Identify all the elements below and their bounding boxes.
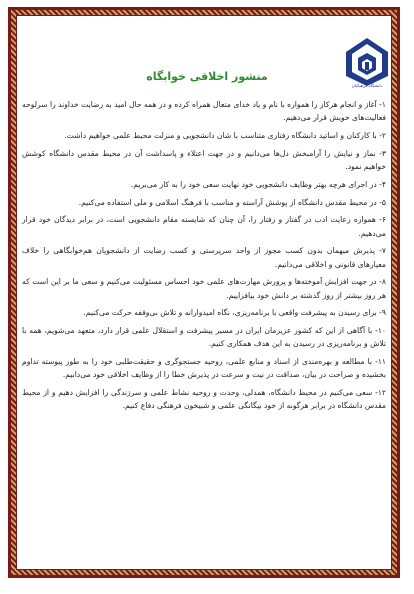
charter-item: ۱۰- با آگاهی از این که کشور عزیزمان ایران در مسیر پیشرفت و استقلال علمی قرار دارد، متعهد می‌شویم، همه با تلاش و برنامه‌ریزی در رسیدن به این هدف همکاری کنیم. — [22, 326, 386, 349]
charter-item: ۶- همواره رعایت ادب در گفتار و رفتار را، آن چنان که شایسته مقام دانشجویی است، در برابر دیدگان خود قرار می‌دهیم. — [22, 215, 386, 238]
charter-item: ۱۱- با مطالعه و بهره‌مندی از اسناد و منابع علمی، روحیه جستجوگری و حقیقت‌طلبی خود را به طور پیوسته تداوم بخشیده و صراحت در بیان، صداقت در نیت و سرعت در پذیرش خطا را از وظایف اخلاقی خود می‌دانیم. — [22, 357, 386, 380]
charter-item: ۹- برای رسیدن به پیشرفت واقعی با برنامه‌ریزی، نگاه امیدوارانه و تلاش بی‌وقفه حرکت می‌کنیم. — [83, 308, 386, 318]
charter-item: ۴- در اجرای هرچه بهتر وظایف دانشجویی خود نهایت سعی خود را به کار می‌بریم. — [130, 179, 386, 189]
logo-caption: دانشگاه فرهنگیان — [351, 83, 383, 88]
charter-list — [22, 98, 386, 417]
charter-item: ۸- در جهت افزایش آموخته‌ها و پرورش مهارت‌های علمی خود احساس مسئولیت می‌کنیم و سعی ما بر این است که هر روز بیشتر از روز گذشته بر دانش خود بیافزاییم. — [22, 277, 386, 300]
page-title: منشور اخلاقی خوابگاه — [146, 70, 268, 83]
charter-item: ۷- پذیرش میهمان بدون کسب مجوز از واحد سرپرستی و کسب رضایت از دانشجویان هم‌خوابگاهی را خلاف معیارهای قانونی و اخلاقی می‌دانیم. — [22, 246, 386, 269]
charter-item: ۱- آغاز و انجام هرکار را همواره با نام و یاد خدای متعال همراه کرده و در همه حال امید به رضایت خداوند را سرلوحه فعالیت‌های خویش قرار می‌دهیم. — [22, 100, 386, 123]
charter-item: ۳- نماز و نیایش را آرامبخش دل‌ها می‌دانیم و در جهت اعتلاء و پاسداشت آن در محیط مقدس دانشگاه کوشش خواهیم نمود. — [22, 148, 386, 171]
charter-item: ۱۲- سعی می‌کنیم در محیط دانشگاه، همدلی، وحدت و روحیه نشاط علمی و سرزندگی را افزایش دهیم و از محیط مقدس دانشگاه در برابر هرگونه از خود بیگانگی علمی و شبیخون فرهنگی دفاع کنیم. — [22, 388, 386, 411]
charter-item: ۵- در محیط مقدس دانشگاه از پوشش آراسته و مناسب با فرهنگ اسلامی و ملی استفاده می‌کنیم. — [78, 197, 386, 207]
charter-item: ۲- با کارکنان و اساتید دانشگاه رفتاری متناسب با شان دانشجویی و منزلت محیط علمی خواهیم داشت. — [64, 131, 386, 140]
